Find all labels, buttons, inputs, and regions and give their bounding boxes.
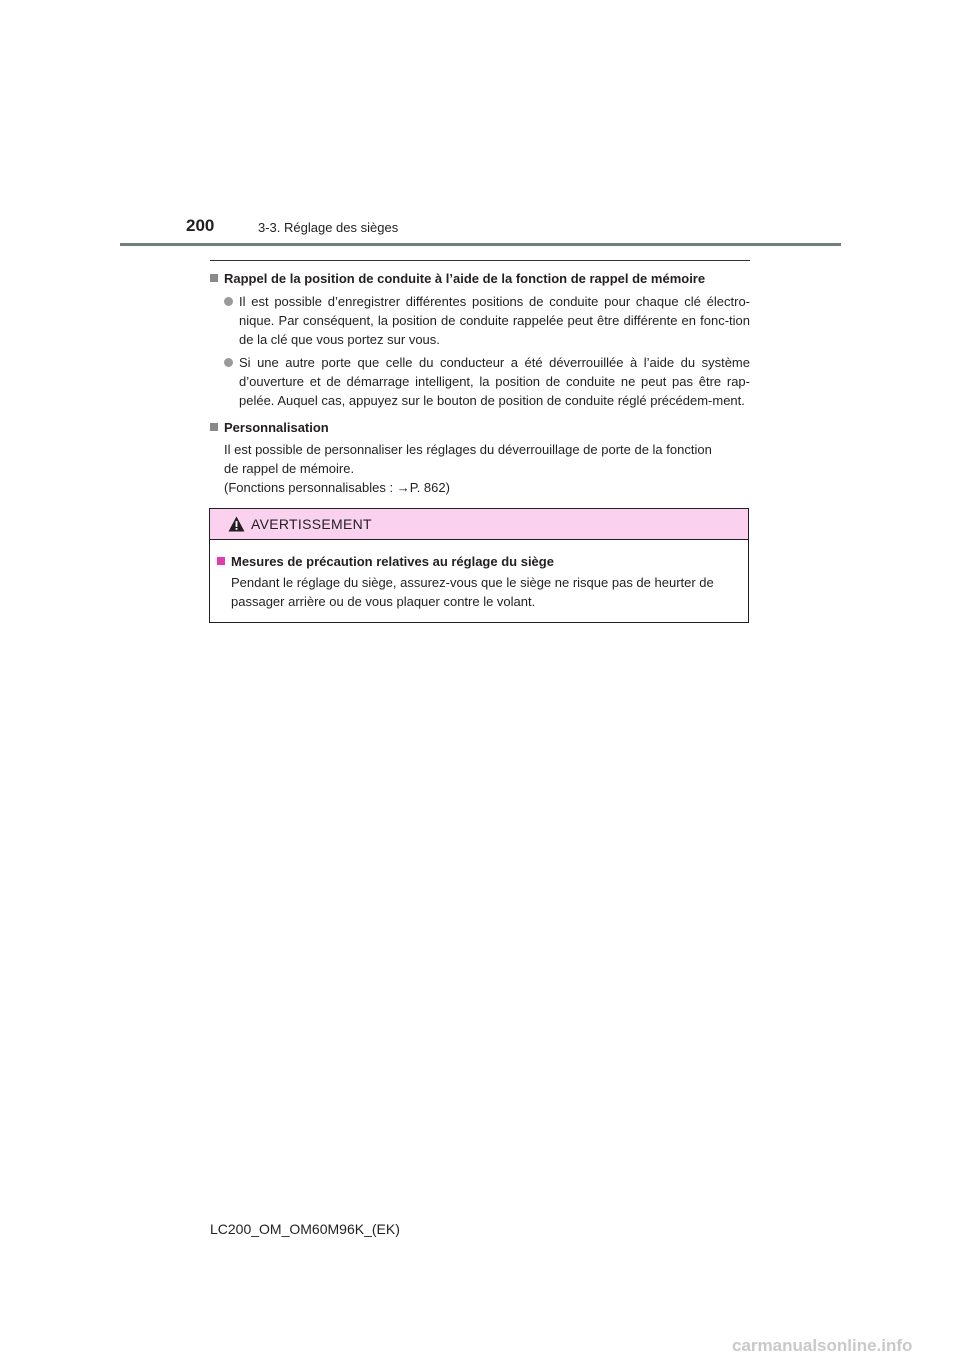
- bullet-text: Il est possible d’enregistrer différentes positions de conduite pour chaque clé électro-nique. Par conséquent, la position de conduite rappelée peut être différente en fonc-tion de la clé que vous portez sur vous.: [239, 294, 750, 347]
- warning-header: [210, 509, 748, 540]
- document-code: LC200_OM_OM60M96K_(EK): [210, 1221, 400, 1237]
- warning-heading-text: Mesures de précaution relatives au réglage du siège: [231, 554, 554, 569]
- watermark: carmanualsonline.info: [732, 1336, 913, 1355]
- warning-label: AVERTISSEMENT: [251, 516, 372, 532]
- section-heading-text: Rappel de la position de conduite à l’aide de la fonction de rappel de mémoire: [224, 271, 706, 286]
- warning-paragraph: Pendant le réglage du siège, assurez-vous que le siège ne risque pas de heurter de passager arrière ou de vous plaquer contre le volant.: [231, 575, 714, 609]
- warning-box: [209, 508, 749, 623]
- section-personalization: [210, 418, 750, 497]
- section-paragraph: Il est possible de personnaliser les réglages du déverrouillage de porte de la fonction de rappel de mémoire. (Fonctions personnalisables : →P. 862): [224, 442, 712, 495]
- section-heading: [210, 418, 750, 437]
- square-bullet-icon: [210, 274, 218, 282]
- section-heading: [210, 269, 750, 288]
- section-title: 3-3. Réglage des sièges: [258, 220, 399, 235]
- circle-bullet-icon: [224, 297, 233, 306]
- section-heading-text: Personnalisation: [224, 420, 329, 435]
- warning-heading: [217, 552, 738, 571]
- square-bullet-icon: [210, 423, 218, 431]
- bullet-item: [210, 353, 750, 410]
- bullet-item: [210, 292, 750, 349]
- header-rule: [120, 243, 841, 246]
- main-content: [210, 269, 750, 497]
- warning-triangle-icon: [228, 516, 245, 532]
- page-number: 200: [186, 216, 215, 235]
- section-memory-recall: [210, 269, 750, 410]
- square-bullet-icon: [217, 557, 225, 565]
- circle-bullet-icon: [224, 358, 233, 367]
- content-top-rule: [210, 260, 750, 261]
- warning-body: [210, 540, 748, 611]
- bullet-text: Si une autre porte que celle du conducteur a été déverrouillée à l’aide du système d’ouverture et de démarrage intelligent, la position de conduite ne peut pas être rap-pelée. Auquel cas, appuyez sur le bouton de position de conduite réglé précédem-ment.: [239, 355, 750, 408]
